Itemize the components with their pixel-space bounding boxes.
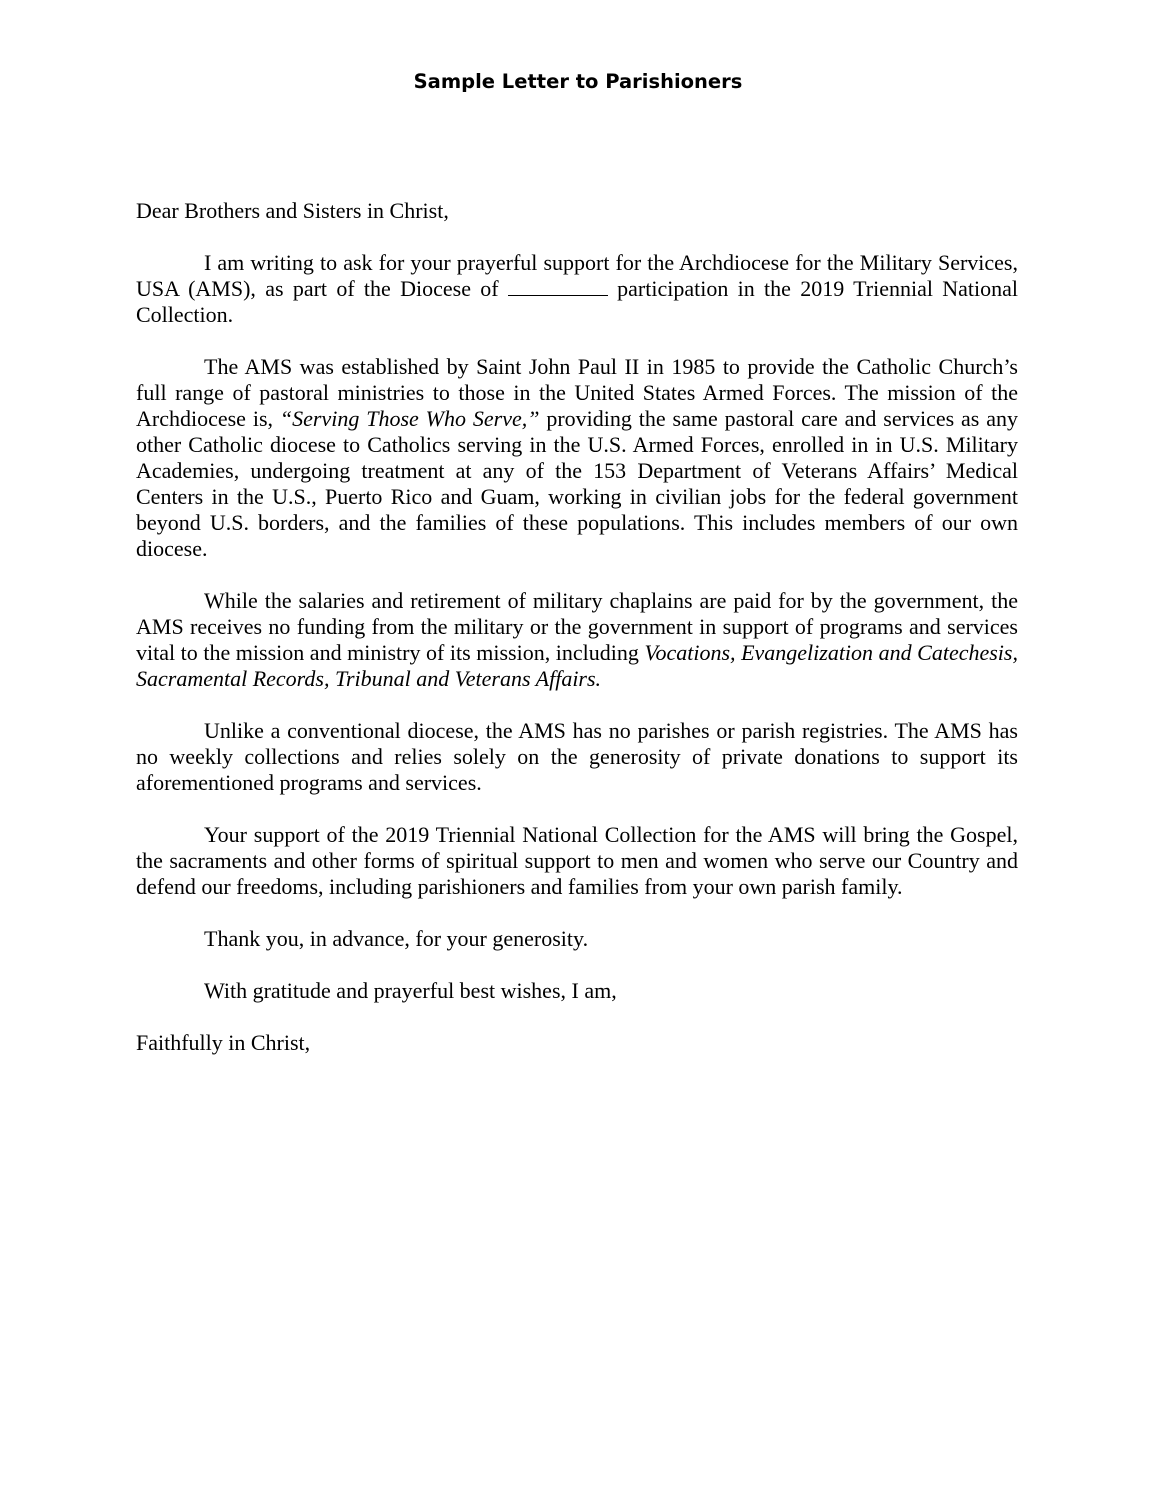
paragraph-mission	[136, 354, 1018, 562]
letter-body	[136, 198, 1018, 1056]
signoff: Faithfully in Christ,	[136, 1030, 311, 1055]
paragraph-request-text-1: I am writing to ask for your prayerful support for the Archdiocese for the Military Services, USA (AMS), as part of the Diocese of	[136, 250, 1018, 301]
wishes-line: With gratitude and prayerful best wishes, I am,	[204, 978, 617, 1003]
thanks-line: Thank you, in advance, for your generosity.	[204, 926, 589, 951]
paragraph-mission-text-2: providing the same pastoral care and services as any other Catholic diocese to Catholics serving in the U.S. Armed Forces, enrolled in in U.S. Military Academies, undergoing treatment at any of the 153 Department of Veterans Affairs’ Medical Centers in the U.S., Puerto Rico and Guam, working in civilian jobs for the federal government beyond U.S. borders, and the families of these populations. This includes members of our own diocese.	[136, 406, 1019, 561]
paragraph-funding	[136, 588, 1018, 692]
paragraph-funding-text: While the salaries and retirement of military chaplains are paid for by the government, the AMS receives no funding from the military or the government in support of programs and services vital to the mission and ministry of its mission, including	[136, 588, 1018, 665]
diocese-name-blank	[508, 277, 608, 296]
paragraph-request-text-2: participation in the 2019 Triennial National Collection.	[136, 276, 1019, 327]
paragraph-no-parishes: Unlike a conventional diocese, the AMS has no parishes or parish registries. The AMS has no weekly collections and relies solely on the generosity of private donations to support its aforementioned programs and services.	[136, 718, 1018, 795]
paragraph-support: Your support of the 2019 Triennial National Collection for the AMS will bring the Gospel, the sacraments and other forms of spiritual support to men and women who serve our Country and defend our freedoms, including parishioners and families from your own parish family.	[136, 822, 1018, 899]
greeting: Dear Brothers and Sisters in Christ,	[136, 198, 449, 223]
mission-motto: “Serving Those Who Serve,”	[279, 406, 540, 431]
paragraph-request	[136, 250, 1018, 328]
letter-title: Sample Letter to Parishioners	[413, 70, 743, 93]
program-list: Vocations, Evangelization and Catechesis, Sacramental Records, Tribunal and Veterans Affairs.	[136, 640, 1018, 691]
paragraph-mission-text-1: The AMS was established by Saint John Paul II in 1985 to provide the Catholic Church’s full range of pastoral ministries to those in the United States Armed Forces. The mission of the Archdiocese is,	[136, 354, 1018, 431]
